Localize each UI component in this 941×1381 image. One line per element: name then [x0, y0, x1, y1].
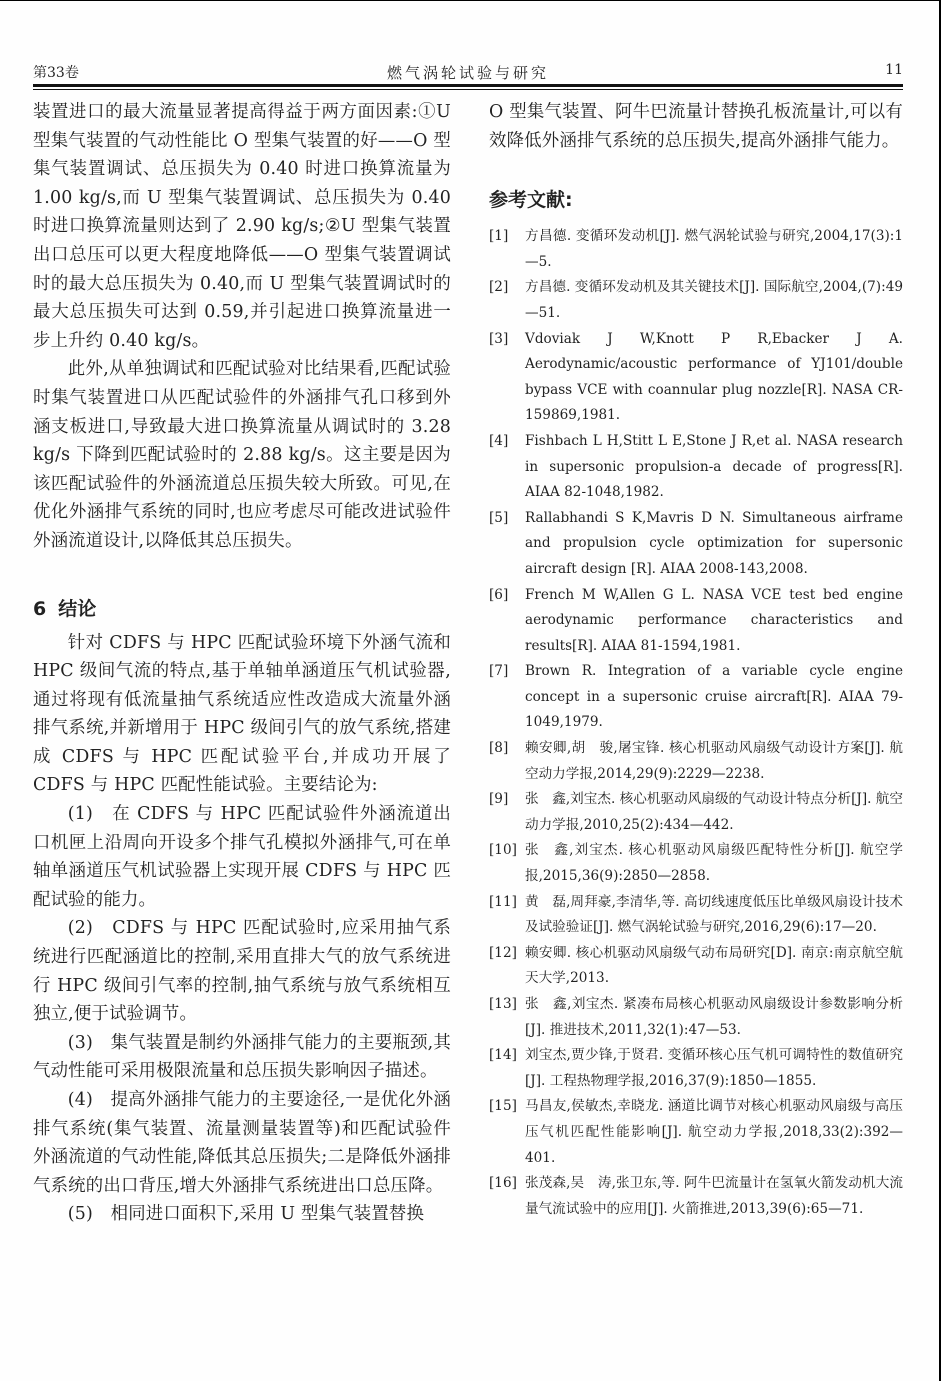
reference-item	[489, 1171, 903, 1222]
reference-number: [15]	[489, 1098, 517, 1115]
reference-number: [2]	[489, 279, 509, 296]
reference-text: Brown R. Integration of a variable cycle engine concept in a supersonic cruise aircraft[R]. AIAA 79-1049,1979.	[525, 663, 903, 731]
reference-item	[489, 992, 903, 1043]
reference-text: 方昌德. 变循环发动机[J]. 燃气涡轮试验与研究,2004,17(3):1—5.	[525, 228, 903, 270]
reference-number: [3]	[489, 330, 509, 347]
references-heading: 参考文献:	[489, 189, 573, 212]
running-header	[33, 62, 903, 82]
reference-number: [9]	[489, 791, 509, 808]
body-paragraph: 此外,从单独调试和匹配试验对比结果看,匹配试验时集气装置进口从匹配试验件的外涵排气孔口移到外涵支板进口,导致最大进口换算流量从调试时的 3.28 kg/s 下降到匹配试验时的 2.88 kg/s。这主要是因为该匹配试验件的外涵流道总压损失较大所致。可见,在优化外涵排气系统的同时,也应考虑尽可能改进试验件外涵流道设计,以降低其总压损失。	[33, 359, 451, 551]
reference-text: 张 鑫,刘宝杰. 紧凑布局核心机驱动风扇级设计参数影响分析[J]. 推进技术,2011,32(1):47—53.	[525, 996, 903, 1038]
reference-number: [6]	[489, 586, 509, 603]
conclusion-item: (1) 在 CDFS 与 HPC 匹配试验件外涵流道出口机匣上沿周向开设多个排气孔模拟外涵排气,可在单轴单涵道压气机试验器上实现开展 CDFS 与 HPC 匹配试验的能力。	[33, 804, 451, 910]
body-paragraph: 针对 CDFS 与 HPC 匹配试验环境下外涵气流和 HPC 级间气流的特点,基于单轴单涵道压气机试验器,通过将现有低流量抽气系统适应性改造成大流量外涵排气系统,并新增用于 HPC 级间引气的放气系统,搭建成 CDFS 与 HPC 匹配试验平台,并成功开展了 CDFS 与 HPC 匹配性能试验。主要结论为:	[33, 632, 451, 796]
reference-text: French M W,Allen G L. NASA VCE test bed engine aerodynamic performance characteristics and results[R]. AIAA 81-1594,1981.	[525, 586, 903, 654]
reference-text: 马昌友,侯敏杰,幸晓龙. 涵道比调节对核心机驱动风扇级与高压压气机匹配性能影响[J]. 航空动力学报,2018,33(2):392—401.	[525, 1098, 903, 1166]
reference-number: [7]	[489, 663, 509, 680]
reference-text: Vdoviak J W,Knott P R,Ebacker J A. Aerodynamic/acoustic performance of YJ101/double bypass VCE with coannular plug nozzle[R]. NASA CR-159869,1981.	[525, 330, 903, 424]
reference-text: 黄 磊,周拜豪,李清华,等. 高切线速度低压比单级风扇设计技术及试验验证[J]. 燃气涡轮试验与研究,2016,29(6):17—20.	[525, 893, 903, 936]
reference-number: [16]	[489, 1175, 517, 1192]
reference-number: [8]	[489, 740, 509, 757]
reference-text: 张 鑫,刘宝杰. 核心机驱动风扇级的气动设计特点分析[J]. 航空动力学报,2010,25(2):434—442.	[525, 791, 903, 833]
reference-text: 张茂森,吴 涛,张卫东,等. 阿牛巴流量计在氢氧火箭发动机大流量气流试验中的应用[J]. 火箭推进,2013,39(6):65—71.	[525, 1175, 903, 1217]
page-number: 11	[885, 62, 903, 78]
reference-item	[489, 327, 903, 429]
left-column	[33, 98, 451, 1229]
reference-text: 赖安卿,胡 骏,屠宝锋. 核心机驱动风扇级气动设计方案[J]. 航空动力学报,2014,29(9):2229—2238.	[525, 740, 903, 782]
reference-text: Fishbach L H,Stitt L E,Stone J R,et al. NASA research in supersonic propulsion-a decade of progress[R]. AIAA 82-1048,1982.	[525, 432, 903, 501]
reference-item	[489, 224, 903, 275]
reference-item	[489, 838, 903, 889]
reference-list	[489, 224, 903, 1222]
reference-item	[489, 659, 903, 736]
section-title: 结论	[58, 597, 97, 620]
reference-number: [4]	[489, 432, 509, 449]
conclusion-item: (2) CDFS 与 HPC 匹配试验时,应采用抽气系统进行匹配涵道比的控制,采用直排大气的放气系统进行 HPC 级间引气率的控制,抽气系统与放气系统相互独立,便于试验调节。	[33, 918, 451, 1025]
reference-number: [11]	[489, 893, 517, 910]
reference-number: [5]	[489, 509, 509, 526]
body-paragraph: 装置进口的最大流量显著提高得益于两方面因素:①U 型集气装置的气动性能比 O 型集气装置的好——O 型集气装置调试、总压损失为 0.40 时进口换算流量为 1.00 kg/s,而 U 型集气装置调试、总压损失为 0.40 时进口换算流量则达到了 2.90 kg/s;②U 型集气装置出口总压可以更大程度地降低——O 型集气装置调试时的最大总压损失为 0.40,而 U 型集气装置调试时的最大总压损失可达到 0.59,并引起进口换算流量进一步上升约 0.40 kg/s。	[33, 102, 451, 351]
reference-number: [14]	[489, 1047, 517, 1064]
reference-number: [10]	[489, 842, 517, 859]
reference-item	[489, 275, 903, 326]
reference-item	[489, 1043, 903, 1094]
reference-number: [13]	[489, 996, 517, 1012]
section-heading	[33, 594, 451, 621]
journal-title: 燃气涡轮试验与研究	[386, 64, 549, 82]
volume-label: 第33卷	[33, 65, 79, 81]
reference-number: [12]	[489, 944, 517, 961]
reference-item	[489, 429, 903, 506]
reference-text: Rallabhandi S K,Mavris D N. Simultaneous airframe and propulsion cycle optimization for supersonic aircraft design [R]. AIAA 2008-143,2008.	[525, 509, 903, 577]
right-column	[489, 98, 903, 1222]
reference-item	[489, 736, 903, 787]
reference-text: 刘宝杰,贾少锋,于贤君. 变循环核心压气机可调特性的数值研究[J]. 工程热物理学报,2016,37(9):1850—1855.	[525, 1047, 903, 1089]
page-frame-top	[0, 0, 941, 1]
body-paragraph: O 型集气装置、阿牛巴流量计替换孔板流量计,可以有效降低外涵排气系统的总压损失,提高外涵排气能力。	[489, 102, 903, 151]
header-rule-thick	[33, 84, 903, 87]
header-rule-thin	[33, 89, 903, 90]
conclusion-item: (3) 集气装置是制约外涵排气能力的主要瓶颈,其气动性能可采用极限流量和总压损失影响因子描述。	[33, 1032, 451, 1082]
reference-item	[489, 583, 903, 660]
conclusion-item: (4) 提高外涵排气能力的主要途径,一是优化外涵排气系统(集气装置、流量测量装置等)和匹配试验件外涵流道的气动性能,降低其总压损失;二是降低外涵排气系统的出口背压,增大外涵排气系统进出口总压降。	[33, 1090, 451, 1196]
reference-item	[489, 890, 903, 941]
reference-item	[489, 941, 903, 992]
reference-text: 方昌德. 变循环发动机及其关键技术[J]. 国际航空,2004,(7):49—51.	[525, 279, 903, 321]
reference-item	[489, 1094, 903, 1171]
reference-number: [1]	[489, 228, 509, 245]
conclusion-item: (5) 相同进口面积下,采用 U 型集气装置替换	[67, 1204, 425, 1225]
reference-item	[489, 787, 903, 838]
reference-text: 张 鑫,刘宝杰. 核心机驱动风扇级匹配特性分析[J]. 航空学报,2015,36(9):2850—2858.	[525, 842, 903, 885]
reference-text: 赖安卿. 核心机驱动风扇级气动布局研究[D]. 南京:南京航空航天大学,2013.	[525, 944, 903, 987]
reference-item	[489, 506, 903, 583]
section-number: 6	[33, 597, 47, 620]
